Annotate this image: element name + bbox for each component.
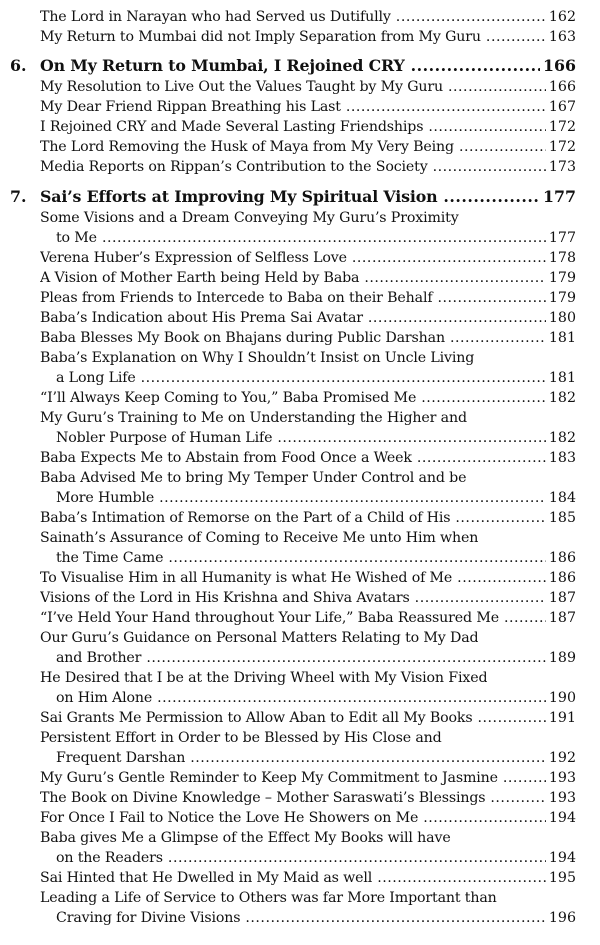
entry-title: Frequent Darshan ..... <box>56 750 546 766</box>
toc-entry <box>0 547 600 567</box>
entry-page-number: 162 <box>546 9 576 25</box>
entry-page-number: 193 <box>546 790 576 806</box>
entry-page-number: 166 <box>546 79 576 95</box>
toc-entry <box>0 507 600 527</box>
entry-page-number: 190 <box>546 690 576 706</box>
toc-entry <box>0 367 600 387</box>
entry-page-number: 181 <box>546 330 576 346</box>
chapter-heading <box>0 56 600 76</box>
toc-entry <box>0 136 600 156</box>
toc-entry-line <box>0 407 600 427</box>
entry-page-number: 185 <box>546 510 576 526</box>
toc-entry-line <box>0 627 600 647</box>
entry-title: Craving for Divine Visions ..... <box>56 910 546 926</box>
toc-entry-line <box>0 207 600 227</box>
toc-entry <box>0 6 600 26</box>
entry-page-number: 179 <box>546 270 576 286</box>
chapter-number: 6. <box>10 56 27 75</box>
toc-entry <box>0 767 600 787</box>
toc-entry-line <box>0 467 600 487</box>
toc-entry <box>0 26 600 46</box>
chapter-page-number: 177 <box>540 188 576 206</box>
entry-title: My Dear Friend Rippan Breathing his Last ..... <box>40 99 546 115</box>
entry-title: Nobler Purpose of Human Life ..... <box>56 430 546 446</box>
entry-page-number: 173 <box>546 159 576 175</box>
entry-title-line: Some Visions and a Dream Conveying My Guru’s Proximity <box>40 210 459 226</box>
entry-page-number: 182 <box>546 430 576 446</box>
entry-page-number: 182 <box>546 390 576 406</box>
entry-page-number: 192 <box>546 750 576 766</box>
entry-page-number: 178 <box>546 250 576 266</box>
toc-entry <box>0 647 600 667</box>
entry-title: “I’ll Always Keep Coming to You,” Baba Promised Me ..... <box>40 390 546 406</box>
entry-page-number: 181 <box>546 370 576 386</box>
entry-title: A Vision of Mother Earth being Held by Baba ..... <box>40 270 546 286</box>
chapter-heading <box>0 187 600 207</box>
entry-title: My Guru’s Gentle Reminder to Keep My Commitment to Jasmine ..... <box>40 770 546 786</box>
entry-title: and Brother ..... <box>56 650 546 666</box>
entry-title: Baba’s Intimation of Remorse on the Part of a Child of His ..... <box>40 510 546 526</box>
entry-title: Media Reports on Rippan’s Contribution to the Society ..... <box>40 159 546 175</box>
entry-page-number: 177 <box>546 230 576 246</box>
toc-entry <box>0 387 600 407</box>
entry-page-number: 196 <box>546 910 576 926</box>
entry-page-number: 186 <box>546 550 576 566</box>
entry-title-line: Sainath’s Assurance of Coming to Receive Me unto Him when <box>40 530 479 546</box>
entry-page-number: 195 <box>546 870 576 886</box>
entry-title-line: My Guru’s Training to Me on Understanding the Higher and <box>40 410 467 426</box>
entry-title: More Humble ..... <box>56 490 546 506</box>
toc-entry <box>0 567 600 587</box>
entry-page-number: 187 <box>546 590 576 606</box>
entry-page-number: 172 <box>546 139 576 155</box>
toc-entry <box>0 227 600 247</box>
toc-entry <box>0 847 600 867</box>
toc-entry-line <box>0 727 600 747</box>
entry-title-line: Baba gives Me a Glimpse of the Effect My Books will have <box>40 830 451 846</box>
entry-page-number: 191 <box>546 710 576 726</box>
entry-title: a Long Life ..... <box>56 370 546 386</box>
toc-entry-line <box>0 667 600 687</box>
toc-entry <box>0 307 600 327</box>
toc-entry <box>0 787 600 807</box>
entry-title-line: Persistent Effort in Order to be Blessed by His Close and <box>40 730 442 746</box>
entry-title-line: Baba Advised Me to bring My Temper Under Control and be <box>40 470 467 486</box>
toc-entry <box>0 687 600 707</box>
entry-page-number: 172 <box>546 119 576 135</box>
toc-entry-line <box>0 887 600 907</box>
entry-title: on Him Alone ..... <box>56 690 546 706</box>
entry-title-line: Baba’s Explanation on Why I Shouldn’t Insist on Uncle Living <box>40 350 475 366</box>
entry-title-line: Our Guru’s Guidance on Personal Matters Relating to My Dad <box>40 630 479 646</box>
entry-title: I Rejoined CRY and Made Several Lasting Friendships ..... <box>40 119 546 135</box>
toc-entry-line <box>0 827 600 847</box>
entry-page-number: 183 <box>546 450 576 466</box>
entry-title: The Lord Removing the Husk of Maya from My Very Being ..... <box>40 139 546 155</box>
entry-title: For Once I Fail to Notice the Love He Showers on Me ..... <box>40 810 546 826</box>
entry-page-number: 193 <box>546 770 576 786</box>
toc-entry <box>0 76 600 96</box>
toc-entry <box>0 96 600 116</box>
entry-title: To Visualise Him in all Humanity is what He Wished of Me ..... <box>40 570 546 586</box>
toc-entry <box>0 487 600 507</box>
toc-entry <box>0 267 600 287</box>
entry-page-number: 189 <box>546 650 576 666</box>
entry-title: My Resolution to Live Out the Values Taught by My Guru ..... <box>40 79 546 95</box>
toc-entry-line <box>0 527 600 547</box>
entry-title: “I’ve Held Your Hand throughout Your Life,” Baba Reassured Me ..... <box>40 610 546 626</box>
entry-page-number: 194 <box>546 810 576 826</box>
entry-title: on the Readers ..... <box>56 850 546 866</box>
entry-page-number: 194 <box>546 850 576 866</box>
entry-page-number: 184 <box>546 490 576 506</box>
toc-entry <box>0 116 600 136</box>
entry-title: Baba Blesses My Book on Bhajans during Public Darshan ..... <box>40 330 546 346</box>
entry-page-number: 187 <box>546 610 576 626</box>
toc-entry <box>0 747 600 767</box>
entry-title: The Book on Divine Knowledge – Mother Saraswati’s Blessings ..... <box>40 790 546 806</box>
toc-entry <box>0 907 600 927</box>
entry-page-number: 186 <box>546 570 576 586</box>
entry-title-line: Leading a Life of Service to Others was far More Important than <box>40 890 497 906</box>
entry-title-line: He Desired that I be at the Driving Wheel with My Vision Fixed <box>40 670 488 686</box>
entry-page-number: 180 <box>546 310 576 326</box>
entry-page-number: 167 <box>546 99 576 115</box>
entry-title: Visions of the Lord in His Krishna and Shiva Avatars ..... <box>40 590 546 606</box>
toc-entry <box>0 287 600 307</box>
toc-entry <box>0 327 600 347</box>
toc-entry <box>0 707 600 727</box>
entry-title: Sai Grants Me Permission to Allow Aban to Edit all My Books ..... <box>40 710 546 726</box>
entry-title: The Lord in Narayan who had Served us Dutifully ..... <box>40 9 546 25</box>
chapter-title: On My Return to Mumbai, I Rejoined CRY ..... <box>40 57 540 75</box>
toc-entry <box>0 607 600 627</box>
toc-entry <box>0 447 600 467</box>
entry-page-number: 163 <box>546 29 576 45</box>
toc-entry <box>0 156 600 176</box>
chapter-number: 7. <box>10 187 27 206</box>
toc-entry <box>0 867 600 887</box>
toc-entry-line <box>0 347 600 367</box>
chapter-title: Sai’s Efforts at Improving My Spiritual Vision ..... <box>40 188 540 206</box>
toc-entry <box>0 587 600 607</box>
entry-title: the Time Came ..... <box>56 550 546 566</box>
toc-entry <box>0 247 600 267</box>
toc-entry <box>0 427 600 447</box>
chapter-page-number: 166 <box>540 57 576 75</box>
entry-title: Baba’s Indication about His Prema Sai Avatar ..... <box>40 310 546 326</box>
entry-title: Verena Huber’s Expression of Selfless Love ..... <box>40 250 546 266</box>
entry-title: My Return to Mumbai did not Imply Separation from My Guru ..... <box>40 29 546 45</box>
entry-title: Sai Hinted that He Dwelled in My Maid as well ..... <box>40 870 546 886</box>
toc-entry <box>0 807 600 827</box>
entry-title: Pleas from Friends to Intercede to Baba on their Behalf ..... <box>40 290 546 306</box>
entry-page-number: 179 <box>546 290 576 306</box>
entry-title: to Me ..... <box>56 230 546 246</box>
entry-title: Baba Expects Me to Abstain from Food Once a Week ..... <box>40 450 546 466</box>
